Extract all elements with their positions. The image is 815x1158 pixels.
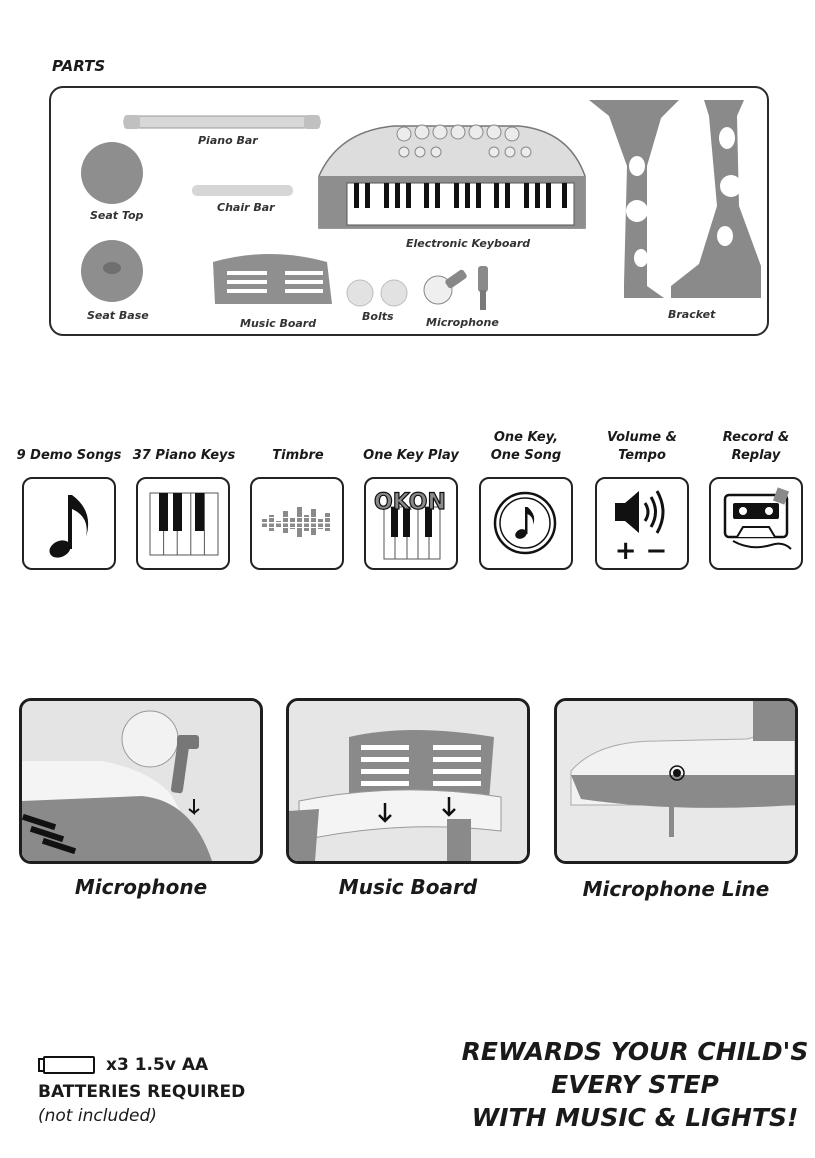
music-note-icon bbox=[24, 479, 113, 567]
feature-box-record-replay bbox=[709, 477, 803, 570]
chair-bar-label: Chair Bar bbox=[217, 201, 275, 214]
feature-label-line: Record & bbox=[722, 430, 790, 445]
battery-count: x3 1.5v AA bbox=[106, 1055, 209, 1075]
feature-box-demo-songs bbox=[22, 477, 116, 570]
feature-box-timbre bbox=[250, 477, 344, 570]
plus-minus-glyphs: + − bbox=[614, 536, 668, 566]
feature-label-line: Volume & bbox=[607, 430, 677, 445]
speaker-icon bbox=[597, 479, 686, 567]
feature-label-piano-keys: 37 Piano Keys bbox=[132, 448, 236, 463]
piano-keys-icon bbox=[138, 479, 227, 567]
note-circle-icon bbox=[481, 479, 570, 567]
microphone-part bbox=[424, 266, 488, 310]
equalizer-icon bbox=[252, 479, 341, 567]
feature-box-volume-tempo bbox=[595, 477, 689, 570]
caption-microphone-line: Microphone Line bbox=[582, 877, 770, 901]
bolts-label: Bolts bbox=[362, 310, 394, 323]
battery-icon bbox=[38, 1056, 98, 1076]
tagline-line1: REWARDS YOUR CHILD'S bbox=[461, 1037, 809, 1066]
caption-music-board: Music Board bbox=[338, 875, 478, 899]
bolts-part bbox=[347, 280, 407, 306]
batteries-required: BATTERIES REQUIRED bbox=[38, 1082, 246, 1102]
bracket-part bbox=[589, 100, 761, 298]
music-board-part bbox=[213, 254, 332, 304]
feature-label-record-replay bbox=[701, 429, 811, 465]
electronic-keyboard-part bbox=[319, 125, 585, 228]
tagline-line2: EVERY STEP bbox=[551, 1070, 719, 1099]
tagline bbox=[455, 1035, 815, 1134]
feature-box-piano-keys bbox=[136, 477, 230, 570]
tagline-line3: WITH MUSIC & LIGHTS! bbox=[471, 1103, 799, 1132]
music-board-label: Music Board bbox=[240, 317, 317, 330]
piano-bar-label: Piano Bar bbox=[198, 134, 258, 147]
chair-bar-part bbox=[192, 185, 293, 196]
feature-label-line: One Song bbox=[490, 448, 562, 463]
cassette-icon bbox=[711, 479, 800, 567]
seat-top-part bbox=[81, 142, 143, 204]
microphone-label: Microphone bbox=[426, 316, 499, 329]
feature-label-one-key-one-song bbox=[471, 429, 581, 465]
seat-base-part bbox=[81, 240, 143, 302]
one-key-play-icon bbox=[366, 479, 455, 567]
feature-label-demo-songs: 9 Demo Songs bbox=[16, 448, 122, 463]
feature-label-line: Tempo bbox=[618, 448, 666, 463]
assembly-photo-microphone bbox=[19, 698, 263, 864]
feature-label-volume-tempo bbox=[587, 429, 697, 465]
feature-label-line: One Key, bbox=[493, 430, 559, 445]
feature-box-one-key-one-song bbox=[479, 477, 573, 570]
electronic-keyboard-label: Electronic Keyboard bbox=[406, 237, 531, 250]
feature-label-timbre: Timbre bbox=[272, 448, 324, 463]
feature-label-one-key-play: One Key Play bbox=[363, 448, 459, 463]
assembly-photo-music-board bbox=[286, 698, 530, 864]
bracket-label: Bracket bbox=[668, 308, 716, 321]
feature-box-one-key-play bbox=[364, 477, 458, 570]
seat-top-label: Seat Top bbox=[90, 209, 144, 222]
feature-label-line: Replay bbox=[731, 448, 781, 463]
seat-base-label: Seat Base bbox=[87, 309, 149, 322]
parts-heading: PARTS bbox=[52, 57, 106, 75]
batteries-not-included: (not included) bbox=[38, 1106, 157, 1126]
assembly-photo-microphone-line bbox=[554, 698, 798, 864]
caption-microphone: Microphone bbox=[74, 875, 208, 899]
okon-badge: OKON bbox=[374, 490, 446, 515]
piano-bar-part bbox=[124, 115, 320, 129]
parts-illustration bbox=[49, 86, 769, 336]
